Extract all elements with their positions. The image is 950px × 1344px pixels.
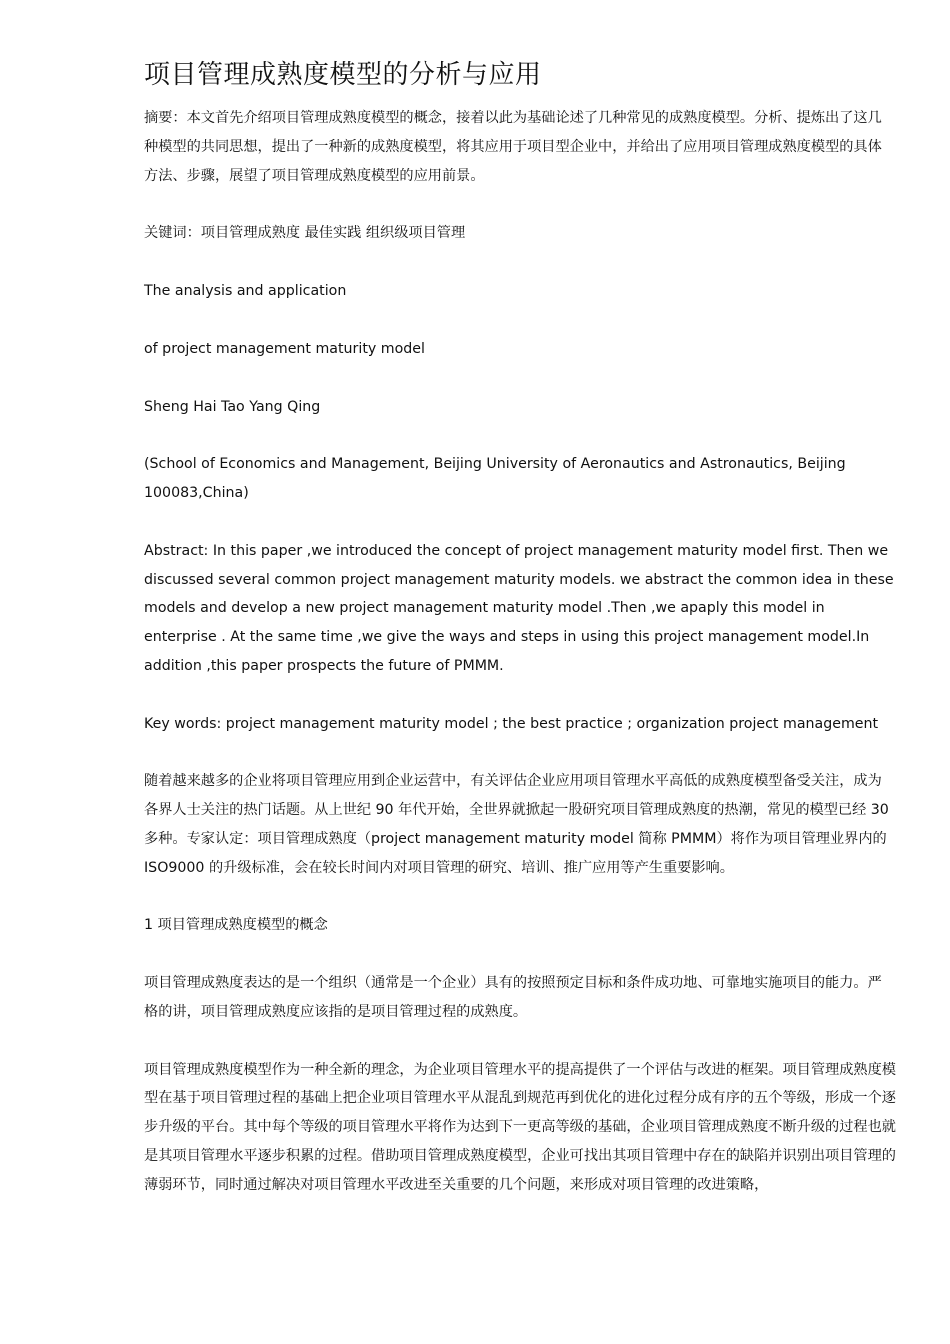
english-title-line-1: The analysis and application — [144, 283, 347, 299]
model-description-paragraph: 项目管理成熟度模型作为一种全新的理念，为企业项目管理水平的提高提供了一个评估与改进的框架。项目管理成熟度模型在基于项目管理过程的基础上把企业项目管理水平从混乱到规范再到优化的进化过程分成有序的五个等级，形成一个逐步升级的平台。其中每个等级的项目管理水平将作为达到下一更高等级的基础，企业项目管理成熟度不断升级的过程也就是其项目管理水平逐步积累的过程。借助项目管理成熟度模型，企业可找出其项目管理中存在的缺陷并识别出项目管理的薄弱环节，同时通过解决对项目管理水平改进至关重要的几个问题，来形成对项目管理的改进策略， — [144, 1061, 896, 1193]
document-page — [144, 54, 894, 1228]
keywords-en: Key words: project management maturity model ; the best practice ; organization project management — [144, 715, 879, 732]
english-title-line-2: of project management maturity model — [144, 340, 425, 357]
document-title: 项目管理成熟度模型的分析与应用 — [144, 60, 542, 90]
section-heading-1: 1 项目管理成熟度模型的概念 — [144, 917, 328, 934]
introduction-paragraph: 随着越来越多的企业将项目管理应用到企业运营中，有关评估企业应用项目管理水平高低的成熟度模型备受关注，成为各界人士关注的热门话题。从上世纪 90 年代开始，全世界就掀起一股研究项目管理成熟度的热潮，常见的模型已经 30 多种。专家认定：项目管理成熟度（project management maturity model 简称 PMMM）将作为项目管理业界内的 ISO9000 的升级标准，会在较长时间内对项目管理的研究、培训、推广应用等产生重要影响。 — [144, 773, 889, 876]
definition-paragraph: 项目管理成熟度表达的是一个组织（通常是一个企业）具有的按照预定目标和条件成功地、可靠地实施项目的能力。严格的讲，项目管理成熟度应该指的是项目管理过程的成熟度。 — [144, 975, 882, 1020]
affiliation: (School of Economics and Management, Beijing University of Aeronautics and Astronautics, Beijing 100083,China) — [144, 456, 846, 501]
keywords-cn: 关键词：项目管理成熟度 最佳实践 组织级项目管理 — [144, 225, 466, 242]
abstract-cn: 摘要：本文首先介绍项目管理成熟度模型的概念，接着以此为基础论述了几种常见的成熟度模型。分析、提炼出了这几种模型的共同思想，提出了一种新的成熟度模型，将其应用于项目型企业中，并给出了应用项目管理成熟度模型的具体方法、步骤，展望了项目管理成熟度模型的应用前景。 — [144, 110, 882, 184]
authors: Sheng Hai Tao Yang Qing — [144, 398, 321, 415]
abstract-en: Abstract: In this paper ,we introduced the concept of project management maturity model first. Then we discussed several common project management maturity models. we abstract the common idea in these models and develop a new project management maturity model .Then ,we apaply this model in enterprise . At the same time ,we give the ways and steps in using this project management model.In addition ,this paper prospects the future of PMMM. — [144, 542, 894, 674]
